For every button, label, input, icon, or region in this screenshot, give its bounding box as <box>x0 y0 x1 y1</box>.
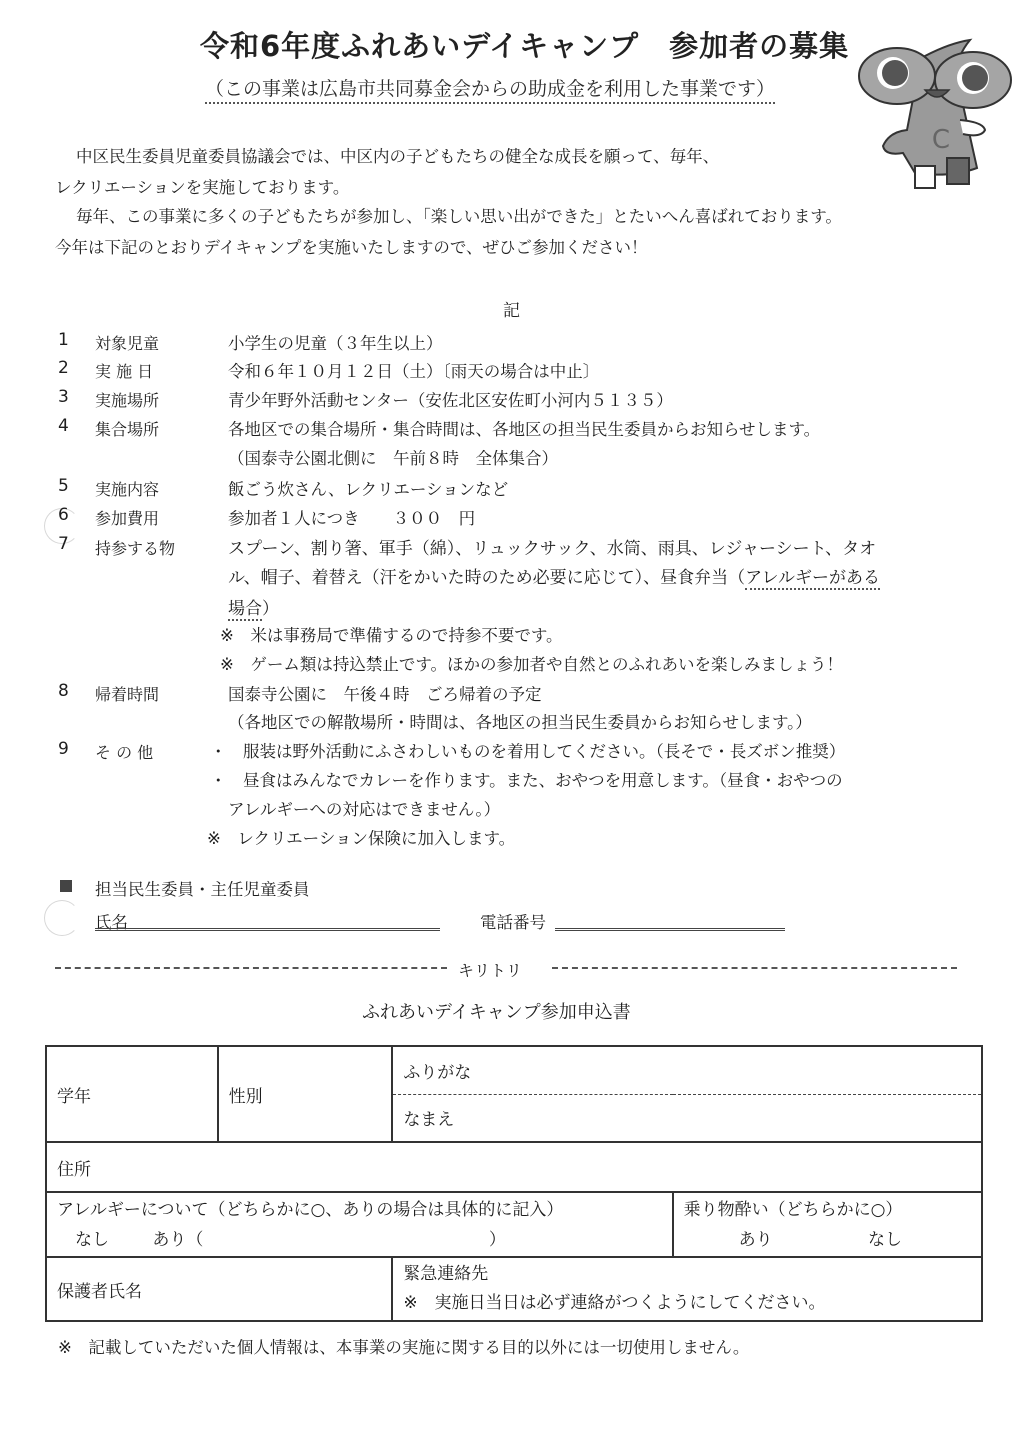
gender-label: 性別 <box>228 1086 263 1107</box>
motion-no-option[interactable]: なし <box>868 1229 902 1250</box>
item-note-1: ※ 米は事務局で準備するので持参不要です。 <box>220 626 563 645</box>
item-number: 5 <box>58 476 69 496</box>
motion-sickness-field[interactable] <box>673 1192 982 1257</box>
item-label: 参加費用 <box>95 509 160 528</box>
allergy-underlined-2: 場合 <box>228 599 262 619</box>
page-subtitle: （この事業は広島市共同募金会からの助成金を利用した事業です） <box>205 74 775 104</box>
item-number: 8 <box>58 681 69 701</box>
allergy-close-paren: ） <box>488 1229 506 1250</box>
punch-hole <box>44 900 80 936</box>
item-value-3b: ） <box>262 599 279 619</box>
contact-heading: 担当民生委員・主任児童委員 <box>95 880 310 899</box>
ki-heading: 記 <box>503 301 520 321</box>
emergency-note: ※ 実施日当日は必ず連絡がつくようにしてください。 <box>403 1293 826 1313</box>
item-value-2: （各地区での解散場所・時間は、各地区の担当民生委員からお知らせします。） <box>228 713 812 732</box>
item-number: 3 <box>58 387 69 407</box>
item-number: 7 <box>58 534 69 554</box>
item-value: 各地区での集合場所・集合時間は、各地区の担当民生委員からお知らせします。 <box>228 420 821 439</box>
address-label: 住所 <box>57 1159 91 1180</box>
mascot-illustration <box>855 38 1015 198</box>
name-signature-line[interactable] <box>95 928 440 931</box>
furigana-label: ふりがな <box>403 1062 472 1083</box>
mascot-letter: C <box>931 125 951 155</box>
guardian-field[interactable] <box>46 1257 392 1321</box>
item-value: 国泰寺公園に 午後４時 ごろ帰着の予定 <box>228 685 542 704</box>
item-value-2: （国泰寺公園北側に 午前８時 全体集合） <box>228 449 558 468</box>
gender-field[interactable] <box>218 1046 393 1142</box>
item-value: 参加者１人につき ３００ 円 <box>228 509 476 528</box>
address-field[interactable] <box>46 1142 982 1192</box>
name-field[interactable] <box>392 1094 982 1142</box>
item-value: スプーン、割り箸、軍手（綿）、リュックサック、水筒、雨具、レジャーシート、タオ <box>228 539 877 559</box>
item-number: 6 <box>58 505 69 525</box>
intro-line-4: 今年は下記のとおりデイキャンプを実施いたしますので、ぜひご参加ください！ <box>55 238 648 257</box>
motion-yes-option[interactable]: あり <box>738 1229 773 1250</box>
form-title: ふれあいデイキャンプ参加申込書 <box>362 1002 631 1023</box>
item-number: 4 <box>58 416 69 436</box>
allergy-none-option[interactable]: なし <box>75 1229 109 1250</box>
grade-field[interactable] <box>46 1046 218 1142</box>
application-form <box>45 1045 983 1322</box>
contact-name-label: 氏名 <box>95 913 128 932</box>
item-value: 飯ごう炊さん、レクリエーションなど <box>228 480 509 499</box>
cut-label: キリトリ <box>458 961 523 980</box>
intro-line-2: レクリエーションを実施しております。 <box>55 178 350 197</box>
allergy-field[interactable] <box>46 1192 673 1257</box>
item-label: 対象児童 <box>95 334 160 353</box>
allergy-label: アレルギーについて（どちらかに○、ありの場合は具体的に記入） <box>57 1199 564 1220</box>
item-label: そ の 他 <box>95 743 154 762</box>
cut-line-right <box>552 967 957 969</box>
name-label: なまえ <box>403 1110 455 1131</box>
emergency-contact-field[interactable] <box>392 1257 982 1321</box>
allergy-underlined: アレルギーがある <box>745 568 881 588</box>
item-label: 持参する物 <box>95 539 176 558</box>
item-label: 集合場所 <box>95 420 160 439</box>
cut-line-left <box>55 967 447 969</box>
item-value-3 <box>228 594 279 619</box>
item-label: 実施場所 <box>95 391 160 410</box>
item-label: 実施内容 <box>95 480 160 499</box>
guardian-label: 保護者氏名 <box>57 1281 142 1302</box>
square-bullet-icon <box>60 880 72 892</box>
emergency-label: 緊急連絡先 <box>403 1264 489 1284</box>
item-number: 2 <box>58 358 69 378</box>
item-note-2: ※ ゲーム類は持込禁止です。ほかの参加者や自然とのふれあいを楽しみましょう！ <box>220 655 844 674</box>
phone-signature-line[interactable] <box>555 928 785 931</box>
item-value-2 <box>228 563 880 588</box>
allergy-yes-option[interactable]: あり（ <box>152 1229 204 1250</box>
page-title: 令和6年度ふれあいデイキャンプ 参加者の募集 <box>200 29 850 63</box>
item-label: 帰着時間 <box>95 685 160 704</box>
privacy-note: ※ 記載していただいた個人情報は、本事業の実施に関する目的以外には一切使用しません。 <box>58 1338 750 1357</box>
item-label: 実 施 日 <box>95 362 154 381</box>
item-value: 青少年野外活動センター（安佐北区安佐町小河内５１３５） <box>228 391 673 410</box>
item-number: 1 <box>58 330 69 350</box>
grade-label: 学年 <box>57 1086 91 1107</box>
contact-phone-label: 電話番号 <box>480 913 546 932</box>
furigana-field[interactable] <box>392 1046 982 1094</box>
item-bullet-2b: アレルギーへの対応はできません。） <box>228 800 501 819</box>
item-value: 小学生の児童（３年生以上） <box>228 334 443 353</box>
motion-sickness-label: 乗り物酔い（どちらかに○） <box>683 1199 903 1220</box>
item-bullet-1: ・ 服装は野外活動にふさわしいものを着用してください。（長そで・長ズボン推奨） <box>210 742 846 761</box>
item-note: ※ レクリエーション保険に加入します。 <box>207 829 516 848</box>
item-value-2a: ル、帽子、着替え（汗をかいた時のため必要に応じて）、昼食弁当（ <box>228 568 746 588</box>
intro-line-3: 毎年、この事業に多くの子どもたちが参加し、「楽しい思い出ができた」とたいへん喜ばれております。 <box>76 207 842 226</box>
item-bullet-2: ・ 昼食はみんなでカレーを作ります。また、おやつを用意します。（昼食・おやつの <box>210 771 843 790</box>
intro-line-1: 中区民生委員児童委員協議会では、中区内の子どもたちの健全な成長を願って、毎年、 <box>76 147 720 166</box>
item-number: 9 <box>58 739 69 759</box>
item-value: 令和６年１０月１２日（土）〔雨天の場合は中止〕 <box>228 362 600 381</box>
